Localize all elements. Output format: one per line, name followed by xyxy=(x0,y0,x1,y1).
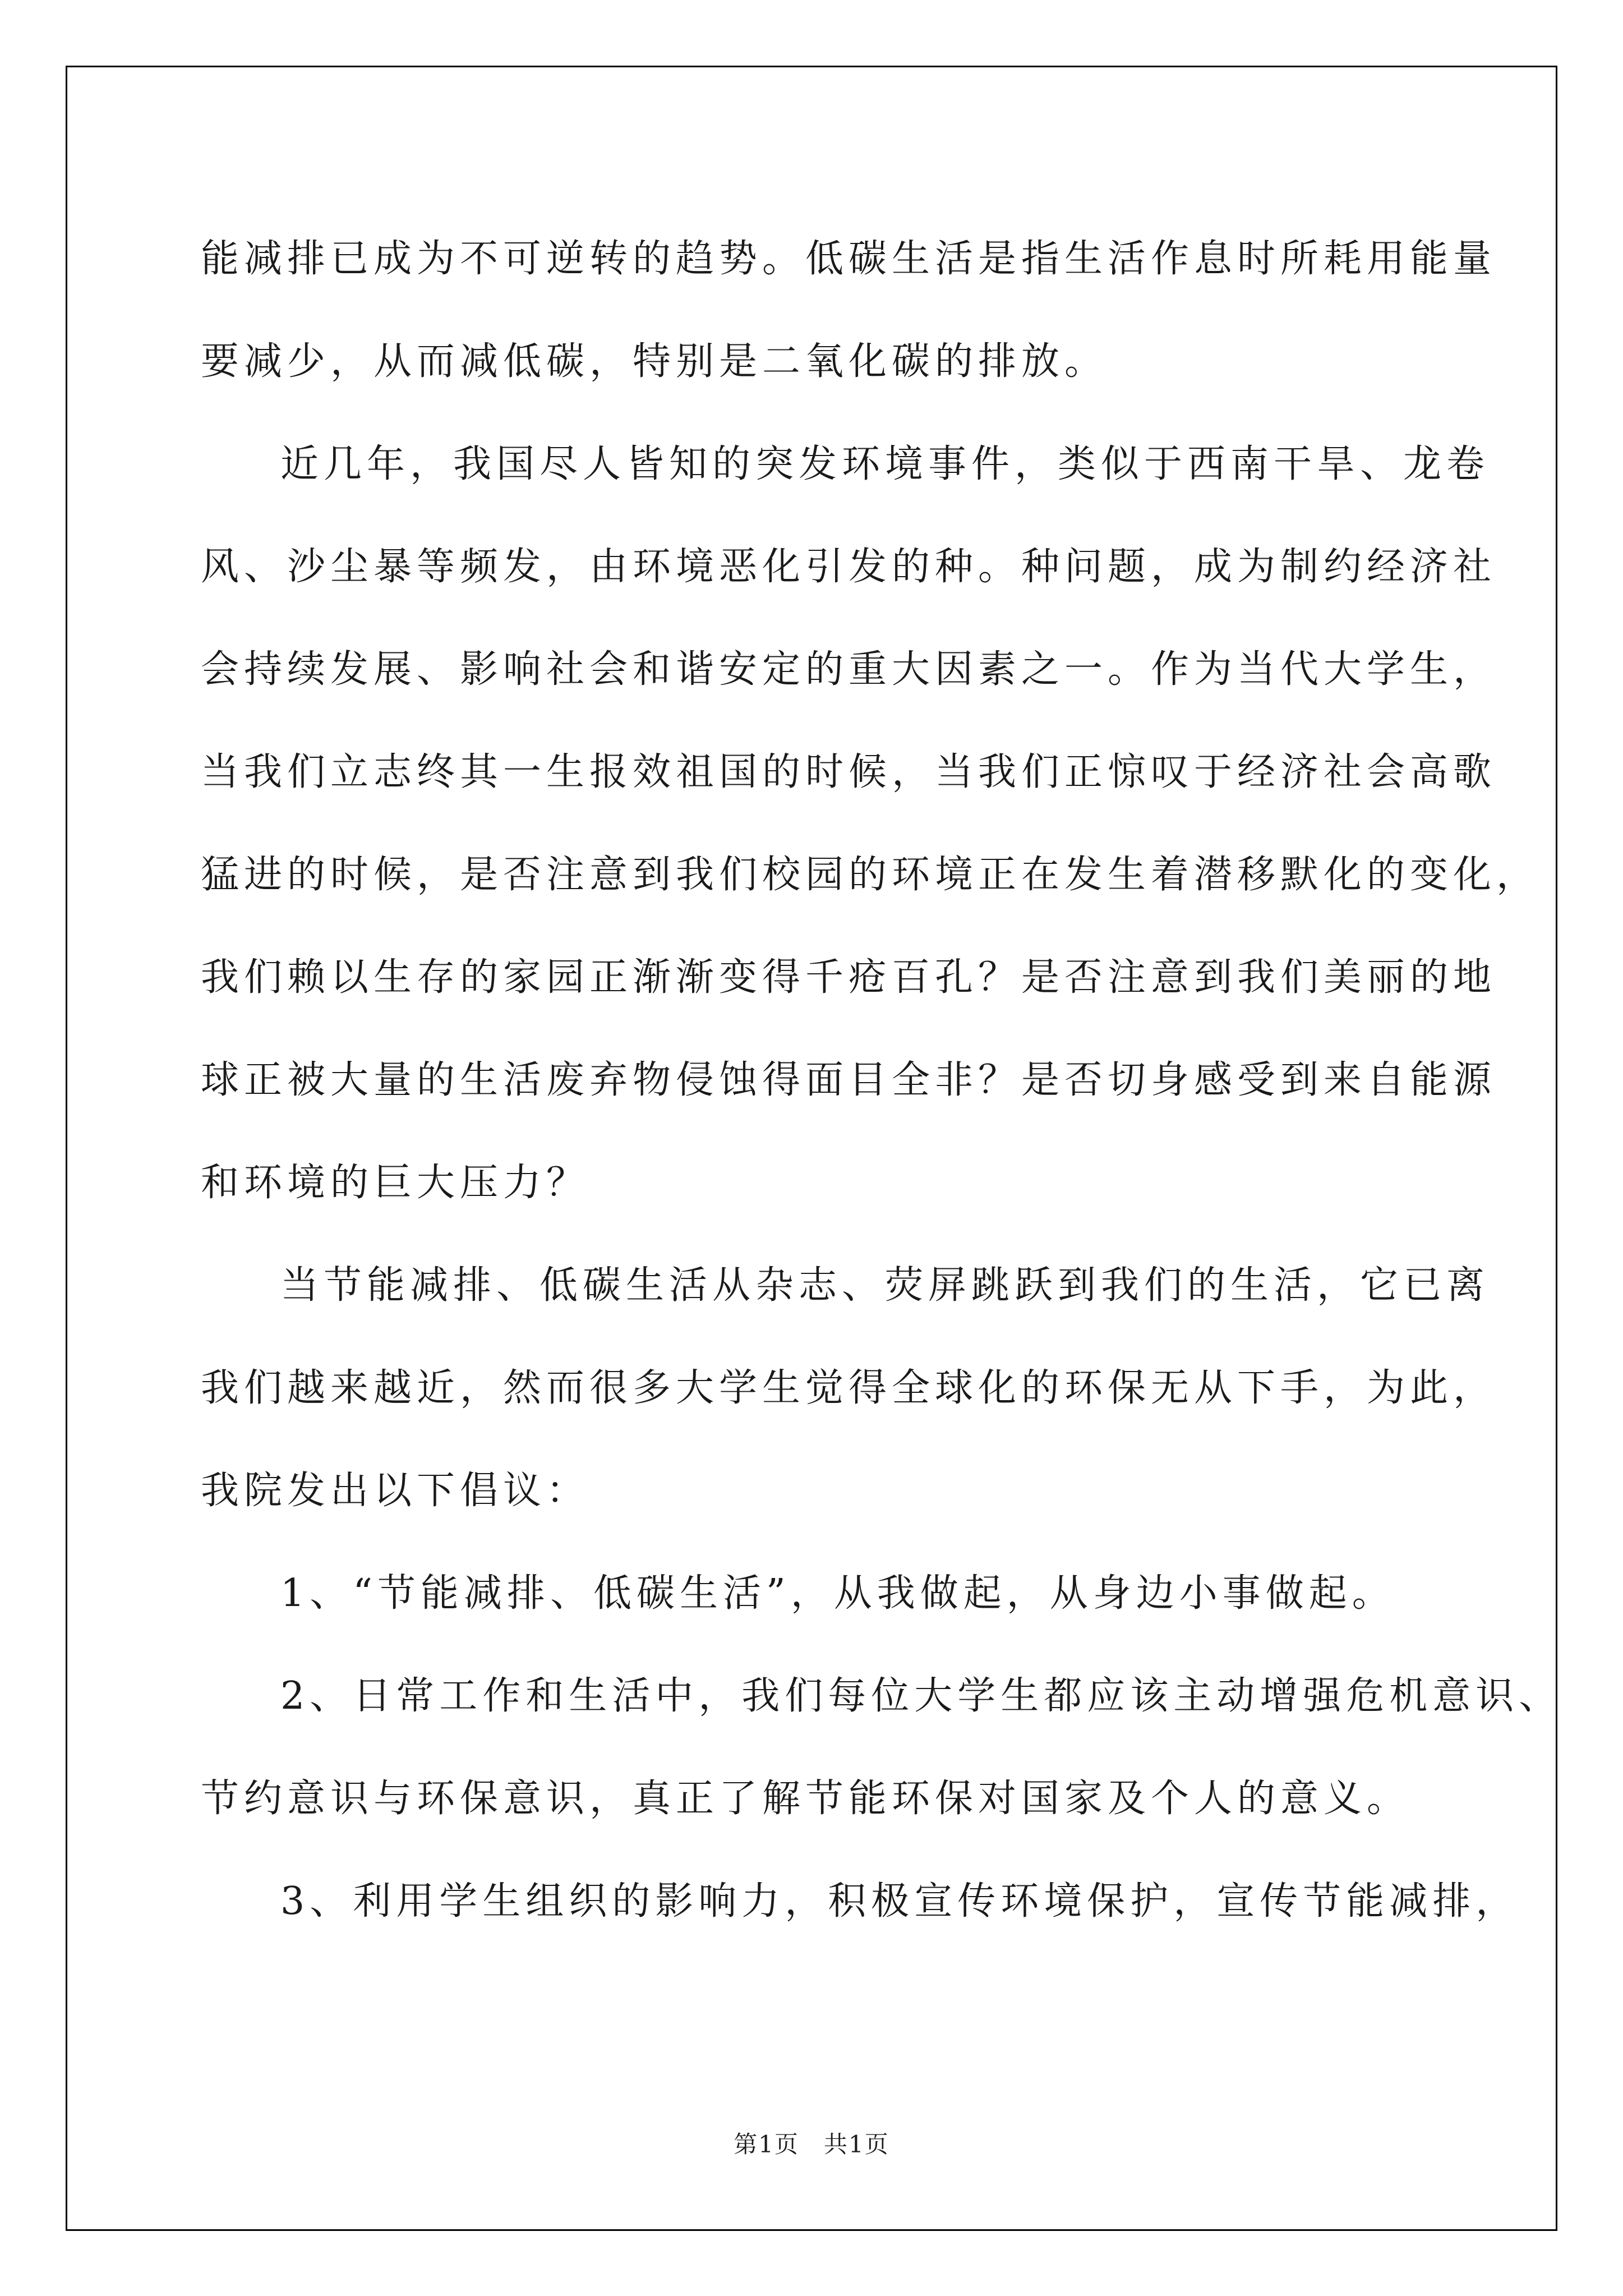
body-line: 要减少，从而减低碳，特别是二氧化碳的排放。 xyxy=(201,339,1108,384)
body-line: 和环境的巨大压力？ xyxy=(201,1161,590,1205)
page-number: 第1页 共1页 xyxy=(734,2131,889,2158)
body-line: 风、沙尘暴等频发，由环境恶化引发的种。种问题，成为制约经济社 xyxy=(201,545,1497,589)
body-line: 我院发出以下倡议： xyxy=(201,1469,590,1513)
body-line: 节约意识与环保意识，真正了解节能环保对国家及个人的意义。 xyxy=(201,1777,1410,1821)
body-line: 当节能减排、低碳生活从杂志、荧屏跳跃到我们的生活，它已离 xyxy=(280,1263,1490,1308)
body-line: 会持续发展、影响社会和谐安定的重大因素之一。作为当代大学生， xyxy=(201,647,1497,692)
body-line: 猛进的时候，是否注意到我们校园的环境正在发生着潜移默化的变化， xyxy=(201,853,1540,897)
body-line: 1、“节能减排、低碳生活”，从我做起，从身边小事做起。 xyxy=(280,1571,1395,1616)
body-line: 近几年，我国尽人皆知的突发环境事件，类似于西南干旱、龙卷 xyxy=(280,442,1490,486)
body-line: 球正被大量的生活废弃物侵蚀得面目全非？是否切身感受到来自能源 xyxy=(201,1058,1497,1102)
body-line: 我们越来越近，然而很多大学生觉得全球化的环保无从下手，为此， xyxy=(201,1366,1497,1410)
document-body xyxy=(201,208,1562,1953)
body-line: 我们赖以生存的家园正渐渐变得千疮百孔？是否注意到我们美丽的地 xyxy=(201,955,1497,1000)
body-line: 2、日常工作和生活中，我们每位大学生都应该主动增强危机意识、 xyxy=(280,1674,1562,1718)
body-line: 当我们立志终其一生报效祖国的时候，当我们正惊叹于经济社会高歌 xyxy=(201,750,1497,794)
body-line: 能减排已成为不可逆转的趋势。低碳生活是指生活作息时所耗用能量 xyxy=(201,237,1497,281)
body-line: 3、利用学生组织的影响力，积极宣传环境保护，宣传节能减排， xyxy=(280,1879,1519,1924)
